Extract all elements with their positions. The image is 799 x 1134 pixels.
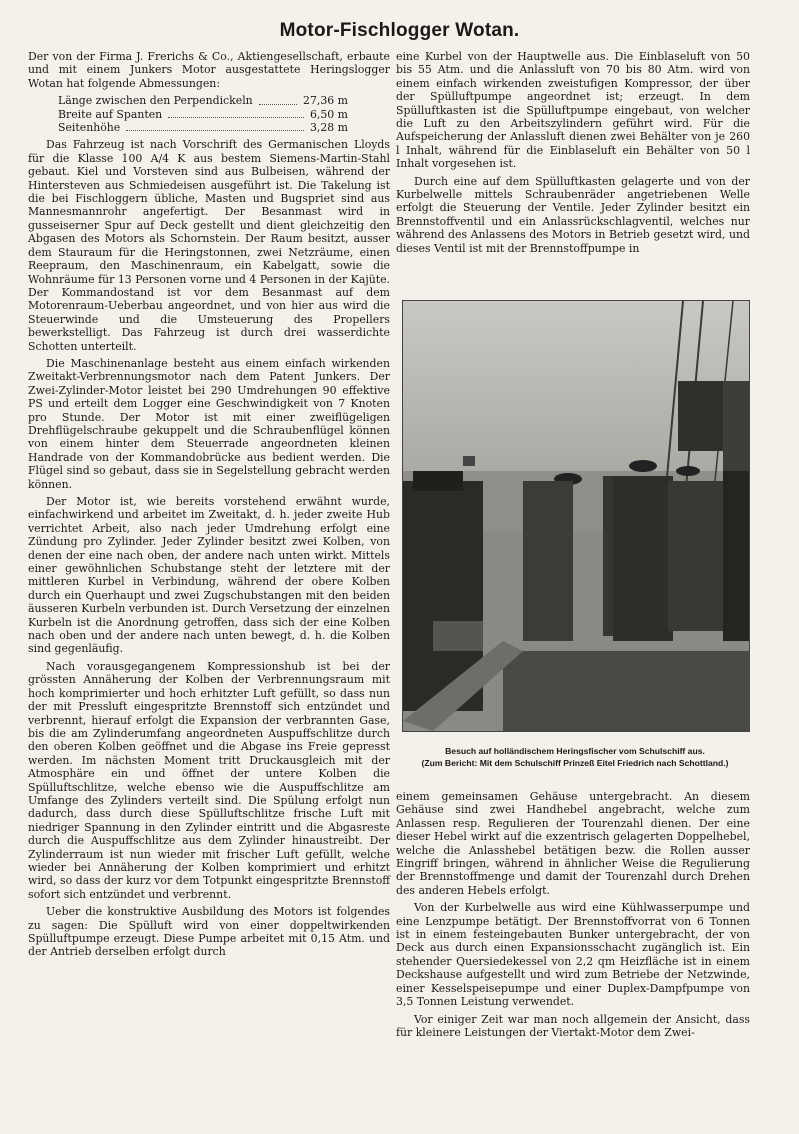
dimension-value: 3,28 m [309, 121, 348, 135]
caption-note: (Zum Bericht: Mit dem Schulschiff Prinzeß Eitel Friedrich nach Schottland.) [421, 758, 729, 768]
dimensions-table [58, 94, 348, 134]
intro-paragraph: Der von der Firma J. Frerichs & Co., Aktiengesellschaft, erbaute und mit einem Junkers Motor ausgestattete Heringslogger Wotan hat folgende Abmessungen: [28, 50, 390, 90]
caption-line: Besuch auf holländischem Heringsfischer vom Schulschiff aus. [445, 746, 705, 756]
dimension-label: Breite auf Spanten [58, 107, 163, 121]
body-paragraph: Ueber die konstruktive Ausbildung des Motors ist folgendes zu sagen: Die Spülluft wird von einer doppeltwirkenden Spülluftpumpe erzeugt. Diese Pumpe arbeitet mit 0,15 Atm. und der Antrieb derselben erfolgt durch [28, 905, 390, 959]
body-paragraph: Durch eine auf dem Spülluftkasten gelagerte und von der Kurbelwelle mittels Schraubenräder angetriebenen Welle erfolgt die Steuerung der Ventile. Jeder Zylinder besitzt ein Brennstoffventil und ein Anlassrückschlagventil, welches nur während des Anlassens des Motors in Betrieb gesetzt wird, und dieses Ventil ist mit der Brennstoffpumpe in [396, 174, 750, 255]
dimension-label: Länge zwischen den Perpendickeln [58, 94, 253, 108]
photo-illustration [403, 301, 749, 731]
body-paragraph: Die Maschinenanlage besteht aus einem einfach wirkenden Zweitakt-Verbrennungsmotor nach dem Patent Junkers. Der Zwei-Zylinder-Motor leistet bei 290 Umdrehungen 90 effektive PS und erteilt dem Logger eine Geschwindigkeit von 7 Knoten pro Stunde. Der Motor ist mit einer zweiflügeligen Drehflügelschraube gekuppelt und die Schraubenflügel können von einem hinter dem Steuerrade angeordneten kleinen Handrade von der Kommandobrücke aus bedient werden. Die Flügel sind so gebaut, dass sie in Segelstellung gebracht werden können. [28, 356, 390, 491]
dimension-row [58, 94, 348, 107]
leader-dots [259, 94, 297, 104]
dimension-row [58, 121, 348, 134]
body-paragraph: Nach vorausgegangenem Kompressionshub ist bei der grössten Annäherung der Kolben der Verbrennungsraum mit hoch komprimierter und hoch erhitzter Luft gefüllt, so dass nun der mit Pressluft eingespritzte Brennstoff sich entzündet und verbrennt, hierauf erfolgt die Expansion der verbrannten Gase, bis die am Zylinderumfang angeordneten Auspuffschlitze durch den oberen Kolben geöffnet und die Abgase ins Freie gepresst werden. Im nächsten Moment tritt Druckausgleich mit der Atmosphäre ein und öffnet der untere Kolben die Spülluftschlitze, welche ebenso wie die Auspuffschlitze am Umfange des Zylinders verteilt sind. Die Spülung erfolgt nun dadurch, dass durch diese Spülluftschlitze frische Luft mit niedriger Spannung in den Zylinder eintritt und die Abgasreste durch die Auspuffschlitze aus dem Zylinder hinaustreibt. Der Zylinderraum ist nun wieder mit frischer Luft gefüllt, welche wieder bei Annäherung der Kolben komprimiert und erhitzt wird, so dass der kurz vor dem Totpunkt eingespritzte Brennstoff sofort sich entzündet und verbrennt. [28, 659, 390, 901]
body-paragraph: Vor einiger Zeit war man noch allgemein der Ansicht, dass für kleinere Leistungen der Viertakt-Motor dem Zwei- [396, 1012, 750, 1039]
leader-dots [168, 108, 304, 118]
dimension-value: 6,50 m [309, 107, 348, 121]
right-column-top [396, 50, 750, 259]
body-paragraph: einem gemeinsamen Gehäuse untergebracht. An diesem Gehäuse sind zwei Handhebel angebracht, welche zum Anlassen resp. Regulieren der Tourenzahl dienen. Der eine dieser Hebel wirkt auf die exzentrisch gelagerten Doppelhebel, welche die Anlasshebel betätigen bezw. die Rollen ausser Eingriff bringen, während in ähnlicher Weise die Regulierung der Brennstoffmenge und damit der Tourenzahl durch Drehen des anderen Hebels erfolgt. [396, 790, 750, 897]
body-paragraph: Das Fahrzeug ist nach Vorschrift des Germanischen Lloyds für die Klasse 100 A/4 K aus bestem Siemens-Martin-Stahl gebaut. Kiel und Vorsteven sind aus Bulbeisen, während der Hintersteven aus Schmiedeisen ausgeführt ist. Die Takelung ist die bei Fischloggern übliche, Masten und Bugspriet sind aus Mannesmannrohr angefertigt. Der Besanmast wird in gusseiserner Spur auf Deck gestellt und dient gleichzeitig den Abgasen des Motors als Schornstein. Der Raum besitzt, ausser dem Stauraum für die Heringstonnen, zwei Netzräume, einen Reepraum, den Maschinenraum, ein Kabelgatt, sowie die Wohnräume für 13 Personen vorne und 4 Personen in der Kajüte. Der Kommandostand ist vor dem Besanmast auf dem Motorenraum-Ueberbau angeordnet, und von hier aus wird die Steuerwinde und die Umsteuerung des Propellers bewerkstelligt. Das Fahrzeug ist durch drei wasserdichte Schotten unterteilt. [28, 138, 390, 353]
body-paragraph: eine Kurbel von der Hauptwelle aus. Die Einblaseluft von 50 bis 55 Atm. und die Anlassluft von 70 bis 80 Atm. wird von einem einfach wirkenden zweistufigen Kompressor, der über der Spülluftpumpe angeordnet ist; erzeugt. In dem Spülluftkasten ist die Spülluftpumpe eingebaut, von welcher die Luft zu den Arbeitszylindern geführt wird. Für die Aufspeicherung der Anlassluft dienen zwei Behälter von je 260 l Inhalt, während für die Einblaseluft ein Behälter von 50 l Inhalt vorgesehen ist. [396, 50, 750, 171]
dimension-label: Seitenhöhe [58, 121, 121, 135]
dimension-row [58, 108, 348, 121]
fishermen-photo [402, 300, 750, 732]
body-paragraph: Von der Kurbelwelle aus wird eine Kühlwasserpumpe und eine Lenzpumpe betätigt. Der Brennstoffvorrat von 6 Tonnen ist in einem festeingebauten Bunker untergebracht, der von Deck aus durch einen Expansionsschacht zugänglich ist. Ein stehender Quersiedekessel von 2,2 qm Heizfläche ist in einem Deckshause aufgestellt und wird zum Betriebe der Netzwinde, einer Kesselspeisepumpe und einer Duplex-Dampfpumpe von 3,5 Tonnen Leistung verwendet. [396, 901, 750, 1009]
dimension-value: 27,36 m [303, 94, 348, 108]
photo-caption [400, 745, 750, 769]
left-column [28, 50, 390, 963]
page-title: Motor-Fischlogger Wotan. [279, 20, 520, 41]
leader-dots [126, 121, 304, 131]
right-column-bottom [396, 790, 750, 1043]
body-paragraph: Der Motor ist, wie bereits vorstehend erwähnt wurde, einfachwirkend und arbeitet im Zweitakt, d. h. jeder zweite Hub verrichtet Arbeit, also nach jeder Umdrehung erfolgt eine Zündung pro Zylinder. Jeder Zylinder besitzt zwei Kolben, von denen der eine nach oben, der andere nach unten wirkt. Mittels einer gewöhnlichen Schubstange steht der letztere mit der mittleren Kurbel in Verbindung, während der obere Kolben durch ein Querhaupt und zwei Zugschubstangen mit den beiden äusseren Kurbeln verbunden ist. Durch Versetzung der einzelnen Kurbeln ist die Anordnung getroffen, dass sich der eine Kolben nach oben und der andere nach unten bewegt, d. h. die Kolben sind gegenläufig. [28, 495, 390, 656]
